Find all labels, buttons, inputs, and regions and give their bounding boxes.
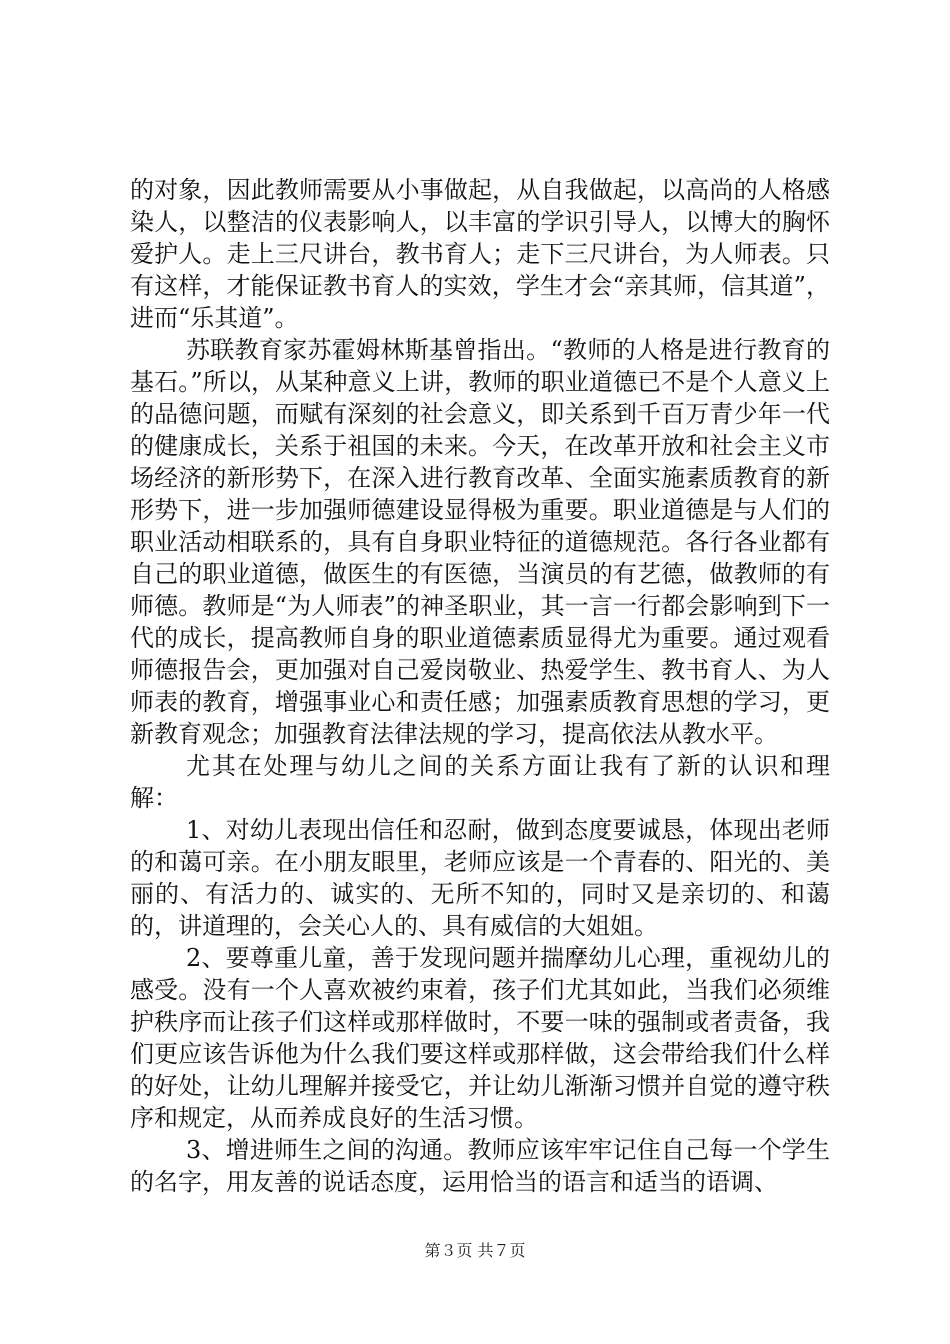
paragraph-point-3: 3、增进师生之间的沟通。教师应该牢牢记住自己每一个学生的名字，用友善的说话态度，运用恰当的语言和适当的语调、 — [130, 1136, 830, 1196]
document-body — [130, 174, 830, 1198]
paragraph-continuation: 的对象，因此教师需要从小事做起，从自我做起，以高尚的人格感染人，以整洁的仪表影响人，以丰富的学识引导人，以博大的胸怀爱护人。走上三尺讲台，教书育人；走下三尺讲台，为人师表。只有这样，才能保证教书育人的实效，学生才会“亲其师，信其道”，进而“乐其道”。 — [130, 176, 830, 332]
paragraph-point-2: 2、要尊重儿童，善于发现问题并揣摩幼儿心理，重视幼儿的感受。没有一个人喜欢被约束着，孩子们尤其如此，当我们必须维护秩序而让孩子们这样或那样做时，不要一味的强制或者责备，我们更应该告诉他为什么我们要这样或那样做，这会带给我们什么样的好处，让幼儿理解并接受它，并让幼儿渐渐习惯并自觉的遵守秩序和规定，从而养成良好的生活习惯。 — [130, 944, 830, 1132]
paragraph-point-1: 1、对幼儿表现出信任和忍耐，做到态度要诚恳，体现出老师的和蔼可亲。在小朋友眼里，老师应该是一个青春的、阳光的、美丽的、有活力的、诚实的、无所不知的，同时又是亲切的、和蔼的，讲道理的，会关心人的、具有威信的大姐姐。 — [130, 816, 830, 940]
page-number-footer: 第３页 共７页 — [424, 1241, 526, 1260]
paragraph-teacher-ethics: 苏联教育家苏霍姆林斯基曾指出。“教师的人格是进行教育的基石。”所以，从某种意义上讲，教师的职业道德已不是个人意义上的品德问题，而赋有深刻的社会意义，即关系到千百万青少年一代的健康成长，关系于祖国的未来。今天，在改革开放和社会主义市场经济的新形势下，在深入进行教育改革、全面实施素质教育的新形势下，进一步加强师德建设显得极为重要。职业道德是与人们的职业活动相联系的，具有自身职业特征的道德规范。各行各业都有自己的职业道德，做医生的有医德，当演员的有艺德，做教师的有师德。教师是“为人师表”的神圣职业，其一言一行都会影响到下一代的成长，提高教师自身的职业道德素质显得尤为重要。通过观看师德报告会，更加强对自己爱岗敬业、热爱学生、教书育人、为人师表的教育，增强事业心和责任感；加强素质教育思想的学习，更新教育观念；加强教育法律法规的学习，提高依法从教水平。 — [130, 336, 830, 748]
paragraph-child-relations-intro: 尤其在处理与幼儿之间的关系方面让我有了新的认识和理解： — [130, 752, 830, 812]
